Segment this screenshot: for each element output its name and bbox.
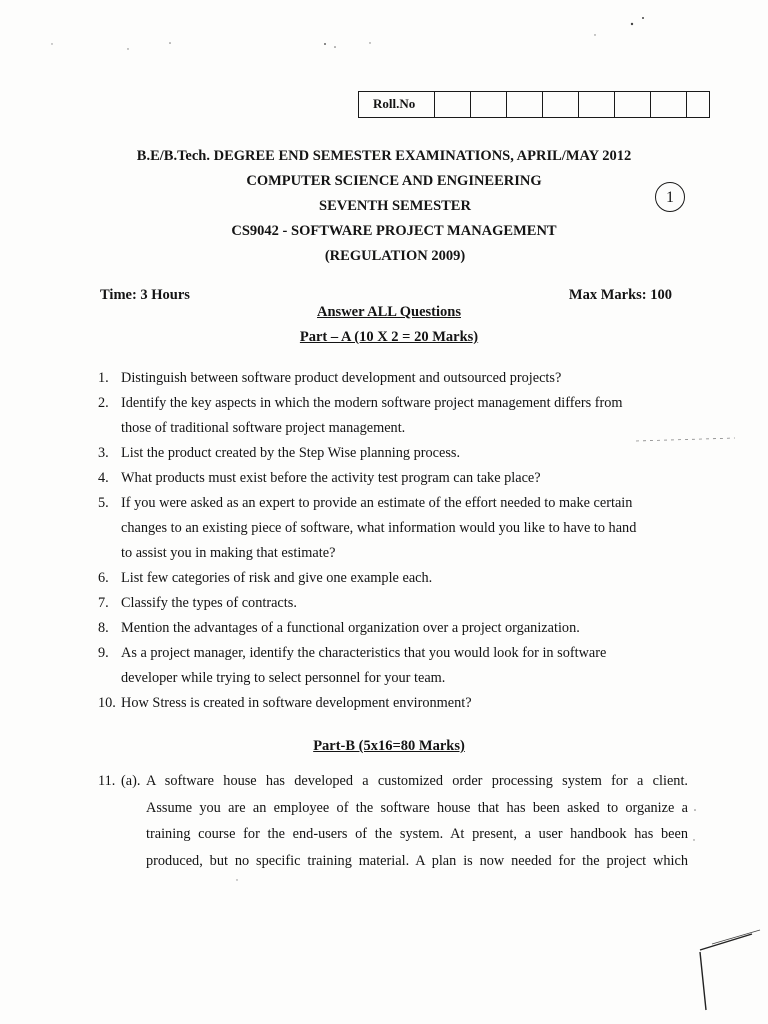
speck: [693, 839, 694, 840]
question-number: 10.: [98, 695, 116, 711]
regulation-title: (REGULATION 2009): [324, 248, 466, 264]
department-title: COMPUTER SCIENCE AND ENGINEERING: [246, 173, 542, 189]
question-item: [98, 366, 688, 391]
roll-number-cell: [471, 92, 507, 117]
speck: [631, 23, 633, 25]
question-line: List the product created by the Step Wise planning process.: [121, 445, 461, 461]
question-number: 7.: [98, 595, 109, 611]
speck: [642, 17, 644, 19]
question-line: to assist you in making that estimate?: [121, 545, 336, 561]
max-marks: Max Marks: 100: [568, 287, 672, 303]
part-a-heading: Part – A (10 X 2 = 20 Marks): [299, 329, 479, 345]
speck: [594, 34, 595, 35]
question-line: Identify the key aspects in which the modern software project management differs from: [121, 395, 623, 411]
question-item: [98, 591, 688, 616]
speck: [694, 809, 696, 811]
question-text: [121, 566, 688, 591]
question-line: those of traditional software project management.: [121, 420, 406, 436]
page-number-mark: 1: [655, 182, 685, 212]
question-text: [121, 616, 688, 641]
roll-number-cell: [543, 92, 579, 117]
instruction-heading: Answer ALL Questions: [317, 304, 461, 320]
question-line: A software house has developed a customized order processing system for a client.: [146, 773, 688, 789]
question-number: 6.: [98, 570, 109, 586]
roll-number-cell: [615, 92, 651, 117]
question-line: Assume you are an employee of the software house that has been asked to organize a: [146, 799, 688, 816]
question-number: 2.: [98, 395, 109, 411]
speck: [169, 42, 171, 44]
question-number: 9.: [98, 645, 109, 661]
roll-number-cell: [435, 92, 471, 117]
question-text: [121, 591, 688, 616]
corner-pen-mark: [700, 934, 752, 950]
roll-number-cell: [507, 92, 543, 117]
speck: [51, 43, 52, 44]
question-number: 8.: [98, 620, 109, 636]
question-item: [98, 566, 688, 591]
corner-pen-mark: [712, 930, 760, 944]
roll-number-cell: [687, 92, 709, 117]
question-text: [121, 466, 688, 491]
semester-title: SEVENTH SEMESTER: [319, 198, 471, 214]
question-number: 5.: [98, 495, 109, 511]
question-number: 11.: [98, 773, 116, 789]
exam-title: B.E/B.Tech. DEGREE END SEMESTER EXAMINATIONS, APRIL/MAY 2012: [136, 148, 632, 164]
part-b-heading: Part-B (5x16=80 Marks): [313, 738, 465, 754]
speck: [334, 46, 336, 48]
question-line: As a project manager, identify the characteristics that you would look for in software: [121, 645, 607, 661]
course-title: CS9042 - SOFTWARE PROJECT MANAGEMENT: [231, 223, 557, 239]
question-text: [121, 366, 688, 391]
question-line: If you were asked as an expert to provide an estimate of the effort needed to make certain: [121, 495, 633, 511]
time-allowed: Time: 3 Hours: [100, 287, 190, 303]
question-item: [98, 391, 688, 441]
question-line: training course for the end-users of the system. At present, a user handbook has been: [146, 826, 688, 842]
question-item: [98, 691, 688, 716]
speck: [236, 879, 237, 880]
question-number: 4.: [98, 470, 109, 486]
question-line: produced, but no specific training material. A plan is now needed for the project which: [146, 852, 688, 869]
question-text: [121, 391, 688, 441]
question-item: [98, 441, 688, 466]
speck: [324, 43, 326, 45]
question-number: 1.: [98, 370, 109, 386]
roll-number-label: Roll.No: [359, 92, 435, 117]
roll-number-cell: [651, 92, 687, 117]
question-item: [98, 491, 688, 566]
question-text: [121, 641, 688, 691]
question-line: Mention the advantages of a functional organization over a project organization.: [121, 620, 580, 636]
question-item: [98, 641, 688, 691]
question-item: [98, 768, 688, 795]
question-line: How Stress is created in software development environment?: [121, 695, 472, 711]
question-line: changes to an existing piece of software, what information would you like to have to hand: [121, 520, 637, 536]
question-text: [121, 441, 688, 466]
question-text: [121, 491, 688, 566]
question-text: [121, 691, 688, 716]
question-line: Classify the types of contracts.: [121, 595, 297, 611]
question-item: [98, 616, 688, 641]
roll-number-box: [358, 91, 710, 118]
question-line: developer while trying to select personnel for your team.: [121, 670, 446, 686]
question-line: List few categories of risk and give one example each.: [121, 570, 433, 586]
speck: [127, 48, 128, 49]
part-a-question-list: [98, 366, 688, 716]
question-line: Distinguish between software product development and outsourced projects?: [121, 370, 562, 386]
question-number: 3.: [98, 445, 109, 461]
question-line: What products must exist before the activity test program can take place?: [121, 470, 541, 486]
speck: [369, 42, 370, 43]
part-b-question-list: [98, 768, 688, 874]
roll-number-cell: [579, 92, 615, 117]
corner-pen-mark: [700, 952, 706, 1010]
question-subpart: (a).: [121, 773, 141, 789]
question-item: [98, 466, 688, 491]
